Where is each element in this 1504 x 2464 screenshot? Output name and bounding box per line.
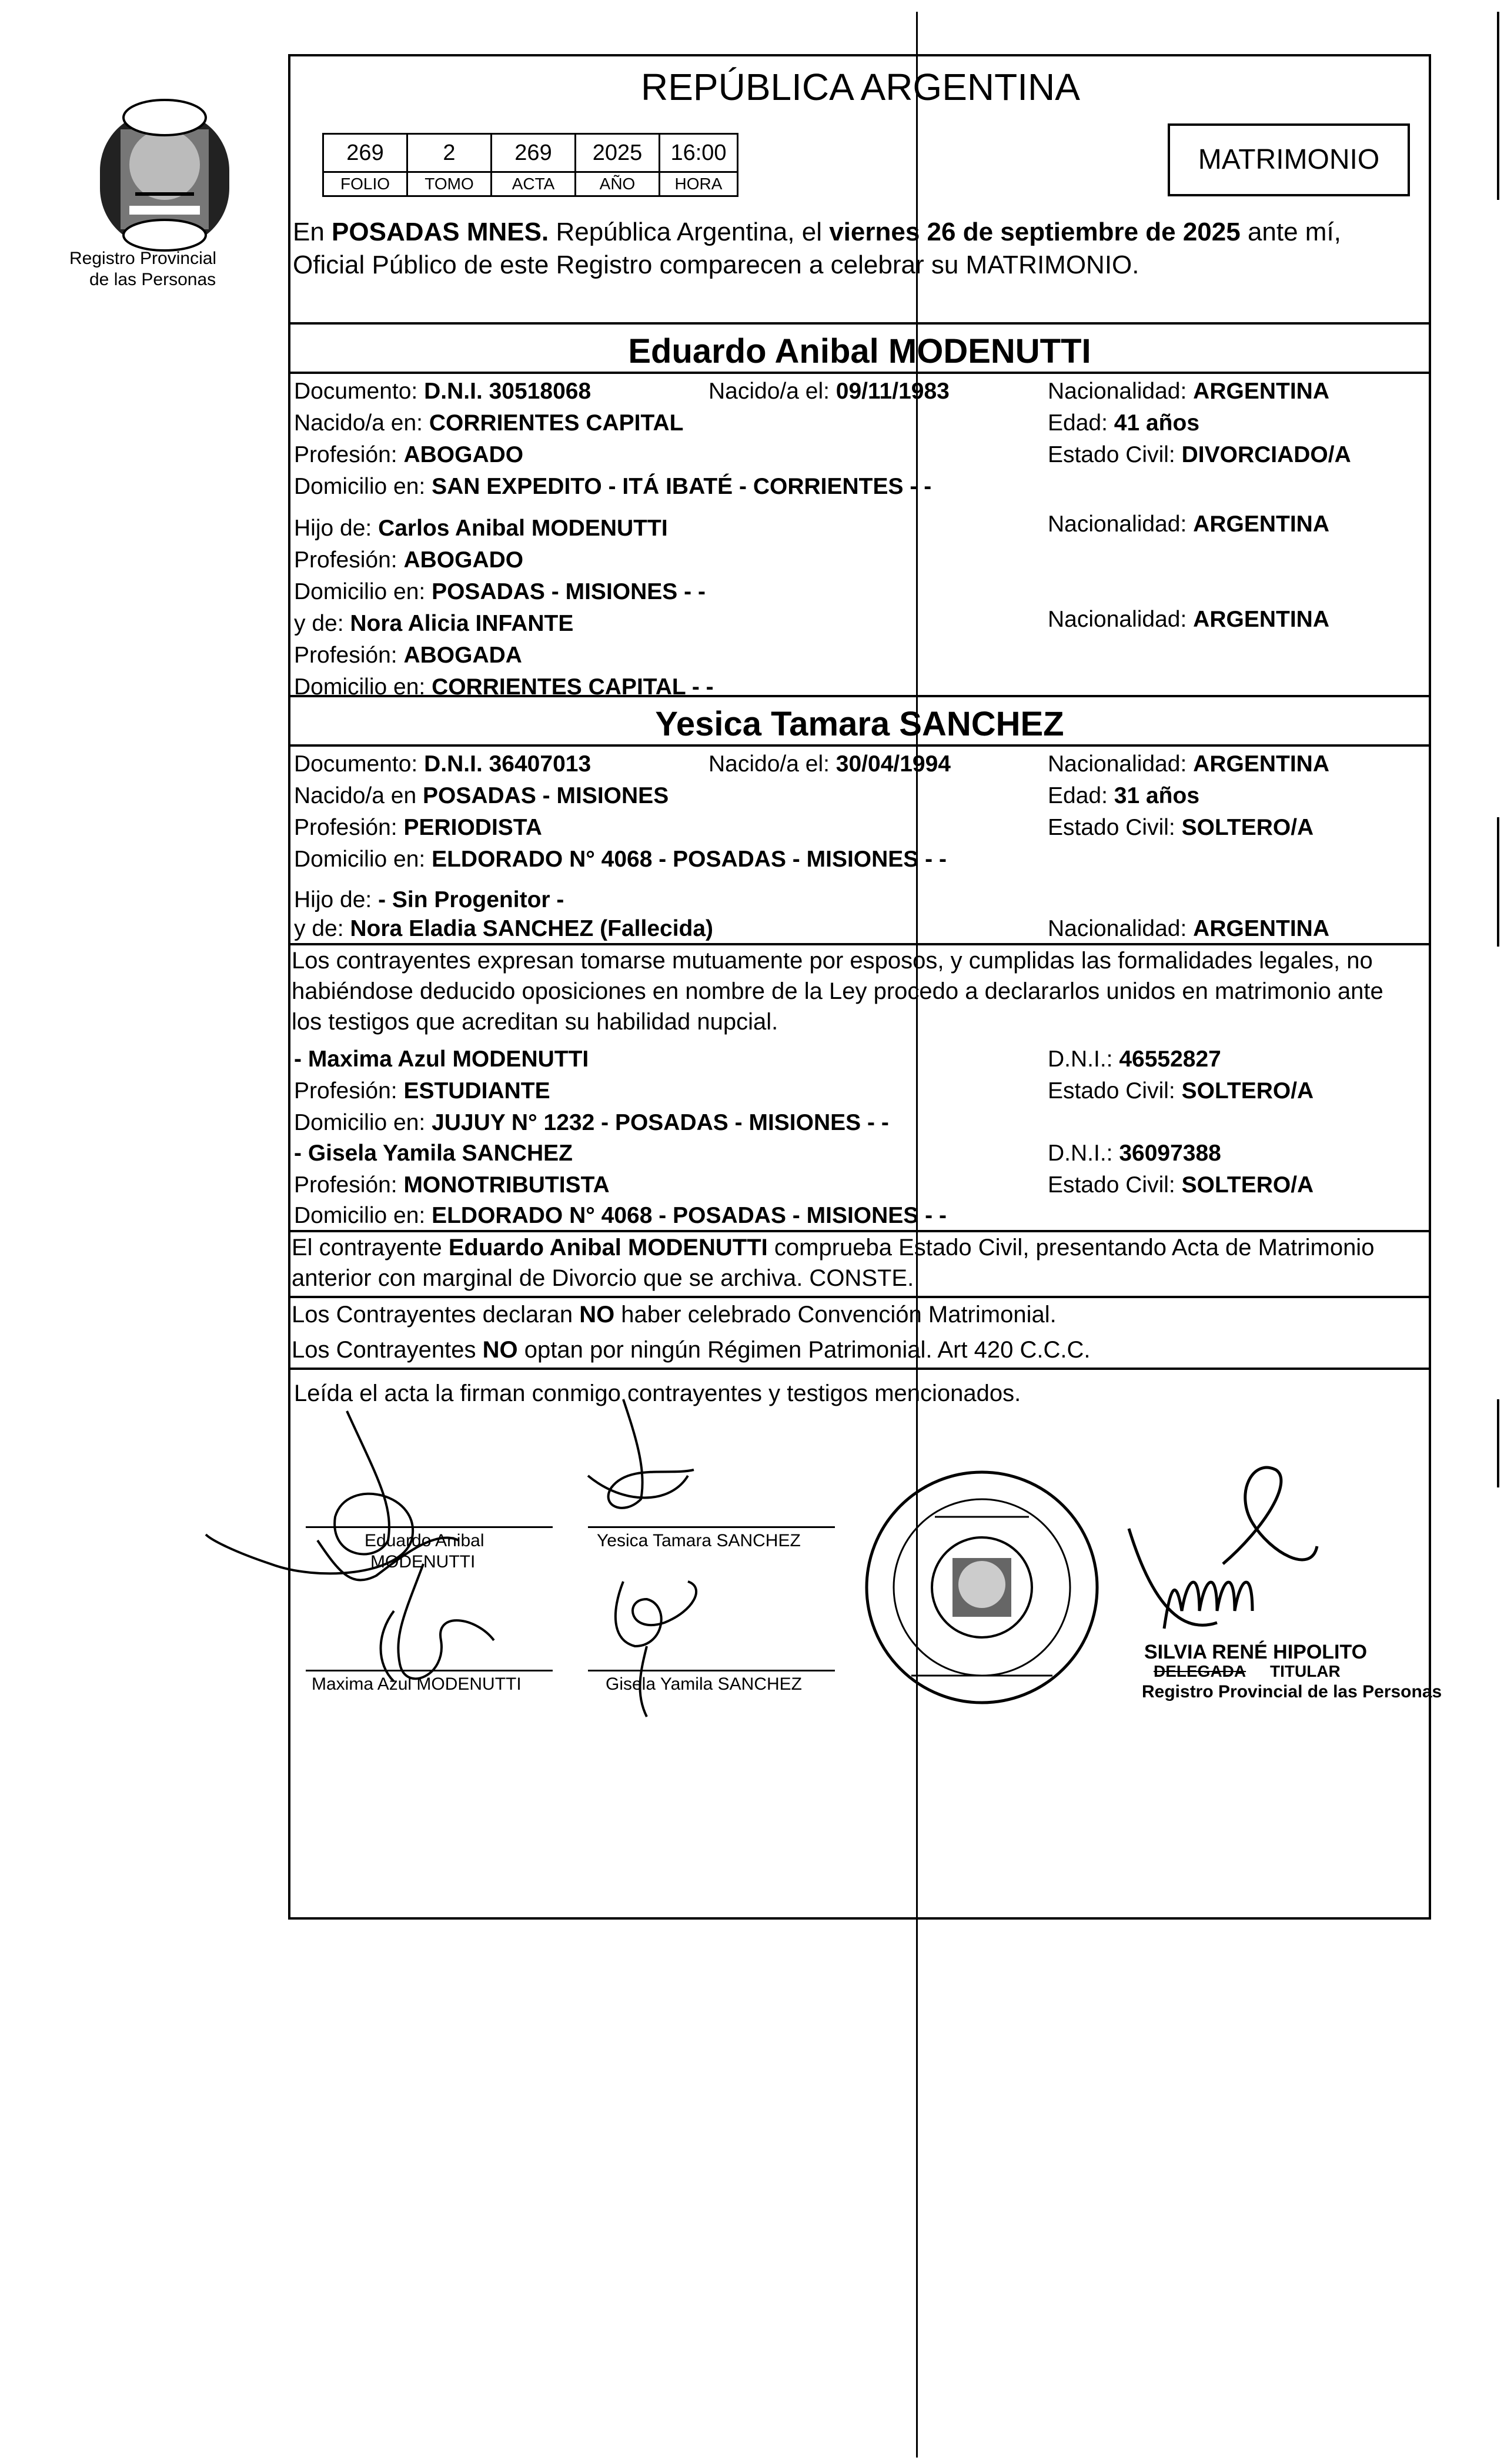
closing-statement: Leída el acta la firman conmigo contrayentes y testigos mencionados. — [294, 1380, 1021, 1406]
tomo-value: 2 — [407, 134, 492, 172]
spouse2-document: Documento: D.N.I. 36407013 — [294, 751, 591, 777]
spouse2-profession: Profesión: PERIODISTA — [294, 815, 542, 840]
spouse1-civil-status: Estado Civil: DIVORCIADO/A — [1048, 442, 1351, 467]
witness2-dni: D.N.I.: 36097388 — [1048, 1141, 1221, 1166]
spouse2-father: Hijo de: - Sin Progenitor - — [294, 887, 564, 912]
intro-line-1: En POSADAS MNES. República Argentina, el viernes 26 de septiembre de 2025 ante mí, — [293, 218, 1341, 246]
spouse1-document: Documento: D.N.I. 30518068 — [294, 379, 591, 404]
spouse2-civil-status: Estado Civil: SOLTERO/A — [1048, 815, 1314, 840]
declaration-line-2: habiéndose deducido oposiciones en nombre de la Ley procedo a declararlos unidos en matrimonio ante — [292, 978, 1383, 1004]
page-title: REPÚBLICA ARGENTINA — [641, 66, 1080, 108]
convention-line-2: Los Contrayentes NO optan por ningún Régimen Patrimonial. Art 420 C.C.C. — [292, 1337, 1091, 1363]
spouse2-birthdate: Nacido/a el: 30/04/1994 — [708, 751, 951, 777]
witness1-dni: D.N.I.: 46552827 — [1048, 1047, 1221, 1072]
spouse1-father-profession: Profesión: ABOGADO — [294, 547, 524, 573]
province-emblem-icon — [88, 88, 241, 253]
record-type: MATRIMONIO — [1198, 144, 1380, 175]
spouse2-birthplace: Nacido/a en POSADAS - MISIONES — [294, 783, 669, 808]
logo-caption-1: Registro Provincial — [69, 249, 217, 268]
spouse1-father: Hijo de: Carlos Anibal MODENUTTI — [294, 516, 668, 541]
witness2-name: - Gisela Yamila SANCHEZ — [294, 1141, 573, 1166]
spouse1-father-address: Domicilio en: POSADAS - MISIONES - - — [294, 579, 706, 604]
acta-label: ACTA — [492, 172, 576, 196]
spouse2-nationality: Nacionalidad: ARGENTINA — [1048, 751, 1330, 777]
anio-label: AÑO — [576, 172, 660, 196]
signature-caption-yesica: Yesica Tamara SANCHEZ — [597, 1531, 801, 1550]
province-logo — [88, 88, 241, 253]
spouse2-mother: y de: Nora Eladia SANCHEZ (Fallecida) — [294, 916, 714, 941]
spouse1-father-nationality: Nacionalidad: ARGENTINA — [1048, 511, 1330, 537]
handwritten-signatures-icon — [200, 1388, 847, 1729]
spouse1-birthdate: Nacido/a el: 09/11/1983 — [708, 379, 950, 404]
civil-status-note-line-2: anterior con marginal de Divorcio que se archiva. CONSTE. — [292, 1265, 914, 1291]
spouse1-nationality: Nacionalidad: ARGENTINA — [1048, 379, 1330, 404]
signature-caption-maxima: Maxima Azul MODENUTTI — [312, 1674, 522, 1694]
logo-caption-2: de las Personas — [89, 270, 216, 289]
official-title-struck: DELEGADA — [1154, 1662, 1246, 1680]
spouse2-name: Yesica Tamara SANCHEZ — [655, 705, 1064, 743]
folio-value: 269 — [323, 134, 407, 172]
witness1-profession: Profesión: ESTUDIANTE — [294, 1078, 550, 1104]
spouse2-address: Domicilio en: ELDORADO N° 4068 - POSADAS - MISIONES - - — [294, 847, 947, 872]
declaration-line-3: los testigos que acreditan su habilidad nupcial. — [292, 1009, 778, 1035]
spouse1-name: Eduardo Anibal MODENUTTI — [628, 332, 1091, 370]
official-seal-icon — [858, 1452, 1105, 1723]
folio-label: FOLIO — [323, 172, 407, 196]
witness2-address: Domicilio en: ELDORADO N° 4068 - POSADAS - MISIONES - - — [294, 1203, 947, 1228]
hora-value: 16:00 — [660, 134, 738, 172]
spouse2-mother-nationality: Nacionalidad: ARGENTINA — [1048, 916, 1330, 941]
intro-line-2: Oficial Público de este Registro comparecen a celebrar su MATRIMONIO. — [293, 250, 1139, 279]
acta-value: 269 — [492, 134, 576, 172]
spouse1-mother-nationality: Nacionalidad: ARGENTINA — [1048, 607, 1330, 632]
signature-caption-eduardo-1: Eduardo Anibal — [365, 1531, 484, 1550]
hora-label: HORA — [660, 172, 738, 196]
spouse1-mother-profession: Profesión: ABOGADA — [294, 643, 522, 668]
signature-caption-eduardo-2: MODENUTTI — [370, 1552, 476, 1572]
convention-line-1: Los Contrayentes declaran NO haber celebrado Convención Matrimonial. — [292, 1302, 1057, 1328]
spouse1-mother: y de: Nora Alicia INFANTE — [294, 611, 574, 636]
declaration-line-1: Los contrayentes expresan tomarse mutuamente por esposos, y cumplidas las formalidades legales, no — [292, 948, 1373, 974]
spouse1-mother-address: Domicilio en: CORRIENTES CAPITAL - - — [294, 674, 714, 700]
witness1-name: - Maxima Azul MODENUTTI — [294, 1047, 589, 1072]
anio-value: 2025 — [576, 134, 660, 172]
record-table — [322, 133, 738, 197]
official-name: SILVIA RENÉ HIPOLITO — [1144, 1641, 1368, 1663]
signature-caption-gisela: Gisela Yamila SANCHEZ — [606, 1674, 802, 1694]
spouse1-age: Edad: 41 años — [1048, 410, 1200, 436]
witness1-civil-status: Estado Civil: SOLTERO/A — [1048, 1078, 1314, 1104]
witness1-address: Domicilio en: JUJUY N° 1232 - POSADAS - MISIONES - - — [294, 1110, 889, 1135]
spouse1-address: Domicilio en: SAN EXPEDITO - ITÁ IBATÉ - CORRIENTES - - — [294, 474, 932, 499]
record-type-box — [1168, 123, 1410, 196]
witness2-profession: Profesión: MONOTRIBUTISTA — [294, 1172, 610, 1198]
civil-status-note-line-1: El contrayente Eduardo Anibal MODENUTTI comprueba Estado Civil, presentando Acta de Matrimonio — [292, 1235, 1375, 1261]
spouse1-profession: Profesión: ABOGADO — [294, 442, 524, 467]
witness2-civil-status: Estado Civil: SOLTERO/A — [1048, 1172, 1314, 1198]
spouse1-birthplace: Nacido/a en: CORRIENTES CAPITAL — [294, 410, 684, 436]
official-title: TITULAR — [1270, 1662, 1341, 1680]
tomo-label: TOMO — [407, 172, 492, 196]
official-office: Registro Provincial de las Personas — [1142, 1682, 1442, 1701]
spouse2-age: Edad: 31 años — [1048, 783, 1200, 808]
